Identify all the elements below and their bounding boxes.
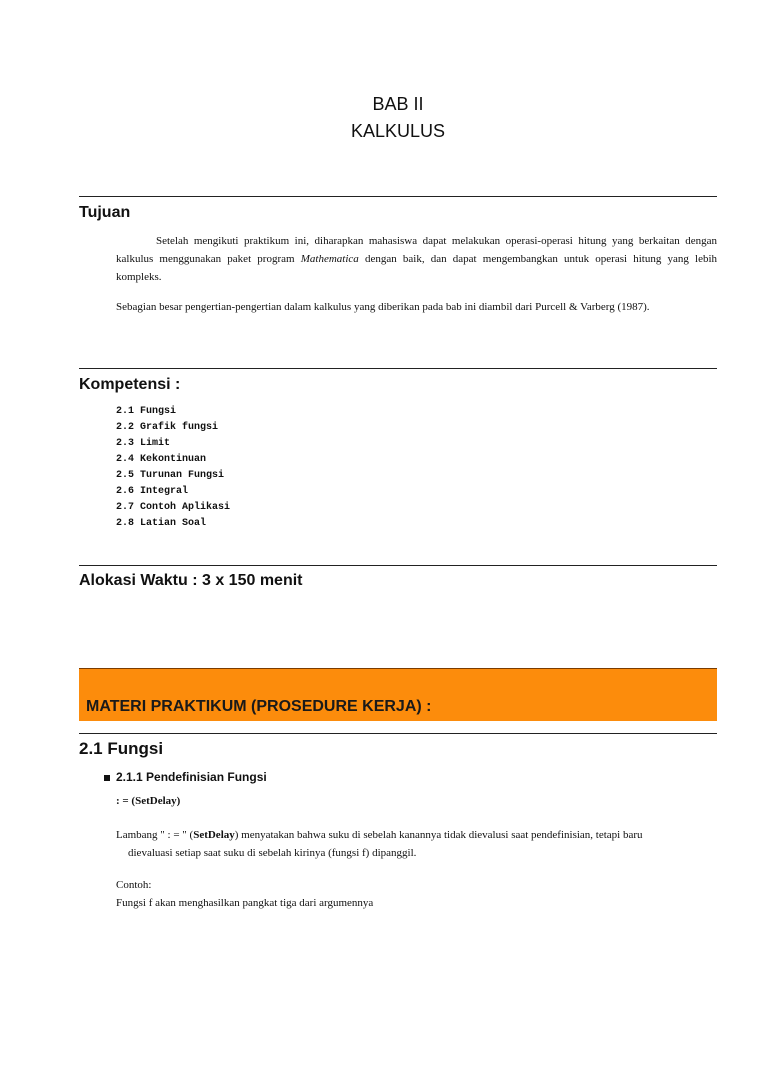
list-item: 2.2 Grafik fungsi (116, 422, 219, 433)
list-item: 2.8 Latian Soal (116, 518, 207, 529)
desc-suffix: ) menyatakan bahwa suku di sebelah kanannya tidak dievalusi saat pendefinisian, tetapi baru dievaluasi setiap saat suku di sebelah kirinya (fungsi f) dipanggil. (128, 829, 643, 859)
chapter-number: BAB II (372, 94, 424, 114)
list-item: 2.3 Limit (116, 438, 171, 449)
divider (79, 733, 717, 734)
materi-banner-title: MATERI PRAKTIKUM (PROSEDURE KERJA) : (86, 698, 432, 715)
list-item: 2.5 Turunan Fungsi (116, 470, 225, 481)
example-text: Fungsi f akan menghasilkan pangkat tiga dari argumennya (116, 897, 374, 909)
subsection-title: 2.1.1 Pendefinisian Fungsi (116, 770, 267, 784)
tujuan-paragraph-2: Sebagian besar pengertian-pengertian dalam kalkulus yang diberikan pada bab ini diambil dari Purcell & Varberg (1987). (116, 301, 650, 313)
tujuan-paragraph-1 (116, 232, 717, 286)
list-item: 2.6 Integral (116, 486, 189, 497)
desc-bold: SetDelay (193, 829, 235, 841)
operator-line: : = (SetDelay) (116, 795, 181, 807)
kompetensi-list (116, 404, 230, 532)
bullet-icon (104, 775, 110, 781)
chapter-title: KALKULUS (350, 121, 446, 141)
tujuan-heading: Tujuan (79, 204, 131, 221)
divider (79, 368, 717, 369)
mathematica-term: Mathematica (300, 253, 359, 265)
list-item: 2.4 Kekontinuan (116, 454, 207, 465)
materi-banner (79, 668, 717, 721)
desc-prefix: Lambang " : = " ( (116, 829, 194, 841)
divider (79, 196, 717, 197)
divider (79, 565, 717, 566)
tujuan-text-start: Setelah mengikuti praktikum ini, diharapkan mahasiswa dapat melakukan operasi-operasi hitung yang berkaitan dengan kalkulus menggunakan paket program (116, 235, 717, 265)
setdelay-description (116, 826, 668, 862)
section-title: 2.1 Fungsi (79, 739, 164, 758)
example-label: Contoh: (116, 879, 152, 891)
list-item: 2.1 Fungsi (116, 406, 177, 417)
tujuan-text-end: dengan baik, dan dapat mengembangkan untuk operasi hitung yang lebih kompleks. (116, 253, 718, 283)
alokasi-heading: Alokasi Waktu : 3 x 150 menit (79, 572, 303, 589)
list-item: 2.7 Contoh Aplikasi (116, 502, 231, 513)
kompetensi-heading: Kompetensi : (79, 376, 181, 393)
